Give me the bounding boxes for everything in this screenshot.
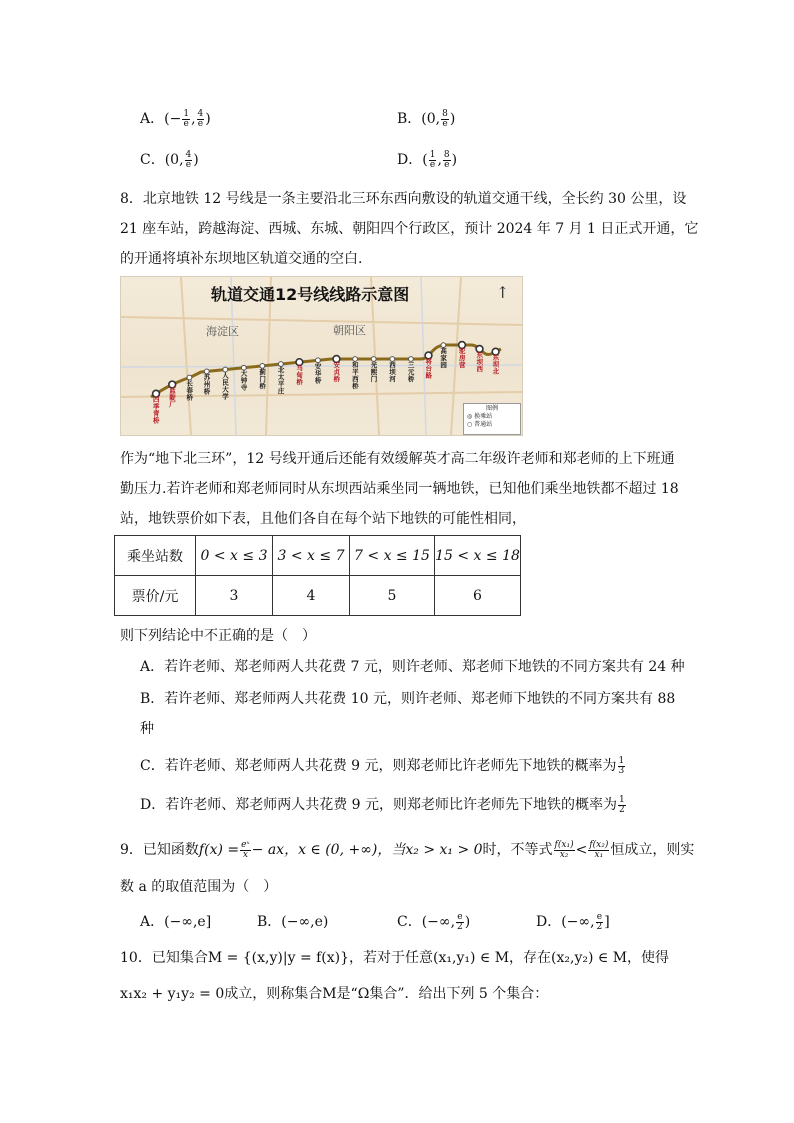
fare-table <box>114 535 521 616</box>
station-label: 驼房营 <box>458 347 466 369</box>
table-cell: 6 <box>435 576 521 616</box>
table-cell: 0 < x ≤ 3 <box>196 536 273 576</box>
station-label: 高家园 <box>440 347 447 370</box>
q8-option-c[interactable]: C．若许老师、郑老师两人共花费 9 元，则郑老师比许老师先下地铁的概率为 $\frac{1}{3}$ <box>140 755 625 776</box>
station-label: 安贞桥 <box>333 361 340 383</box>
q8-option-a[interactable]: A．若许老师、郑老师两人共花费 7 元，则许老师、郑老师下地铁的不同方案共有 24 种 <box>140 659 685 675</box>
q9-option-d[interactable]: D．(−∞, $\frac{e}{2}$ ] <box>536 911 610 932</box>
q8-option-d[interactable]: D．若许老师、郑老师两人共花费 9 元，则郑老师比许老师先下地铁的概率为 $\frac{1}{2}$ <box>140 794 625 815</box>
q9-option-a[interactable]: A．(−∞,e] <box>140 914 212 930</box>
station-label: 三元桥 <box>407 361 415 383</box>
table-cell: 7 < x ≤ 15 <box>350 536 435 576</box>
fraction: $\frac{e}{2}$ <box>596 911 603 932</box>
table-row <box>115 576 521 616</box>
fraction: $\frac{\text{f(x₁)}}{\text{x₂}}$ <box>554 839 574 860</box>
station-label: 安华桥 <box>314 362 322 385</box>
station-label: 人民大学 <box>222 371 229 401</box>
station-label: 蓟门桥 <box>259 367 266 390</box>
table-cell: 4 <box>273 576 350 616</box>
q8-after-1: 作为“地下北三环”，12 号线开通后还能有效缓解英才高二年级许老师和郑老师的上下班通 <box>120 451 675 467</box>
station-label: 将台路 <box>425 357 432 380</box>
q7-option-a[interactable]: A．(− $\frac{1}{e}$ , $\frac{4}{e}$ ) <box>140 108 211 129</box>
table-cell: 3 < x ≤ 7 <box>273 536 350 576</box>
fraction: $\frac{1}{e}$ <box>183 108 190 129</box>
station-label: 长春桥 <box>186 379 193 402</box>
map-title: 轨道交通12号线线路示意图 <box>211 285 410 304</box>
table-cell: 3 <box>196 576 273 616</box>
north-arrow-icon: ↑ <box>496 283 510 302</box>
station-label: 光熙门 <box>370 361 378 383</box>
fraction: $\frac{1}{2}$ <box>619 794 625 815</box>
q9-line-1: 9．已知函数f(x) = $\frac{\text{eˣ}}{x}$ − ax，x ∈ (0, +∞)，当x₂ > x₁ > 0时，不等式 $\frac{\text{f(x₁)}}{\text{x₂}}$ < $\frac{\text{f(x₂)}}{\text{x₁}}$ 恒成立，则实 <box>120 839 695 860</box>
q9-option-b[interactable]: B．(−∞,e) <box>257 914 329 930</box>
fraction: $\frac{8}{e}$ <box>443 149 450 170</box>
q9-option-c[interactable]: C．(−∞, $\frac{e}{2}$ ) <box>397 911 471 932</box>
q8-line-1: 8．北京地铁 12 号线是一条主要沿北三环东西向敷设的轨道交通干线，全长约 30 公里，设 <box>120 191 687 207</box>
q8-after-3: 站，地铁票价如下表，且他们各自在每个站下地铁的可能性相同， <box>120 511 526 527</box>
q8-option-b-line-2: 种 <box>140 721 154 737</box>
fraction: $\frac{4}{e}$ <box>185 149 192 170</box>
station-label: 马甸桥 <box>296 364 303 387</box>
station-label: 北太平庄 <box>277 366 285 396</box>
table-row <box>115 536 521 576</box>
q9-line-2: 数 a 的取值范围为（ ） <box>120 879 278 895</box>
q7-option-d[interactable]: D．( $\frac{1}{e}$ , $\frac{8}{e}$ ) <box>397 149 458 170</box>
subway-map <box>120 276 523 436</box>
q8-line-3: 的开通将填补东坝地区轨道交通的空白. <box>120 251 363 267</box>
q10-line-1: 10．已知集合M = {(x,y)|y = f(x)}，若对于任意(x₁,y₁) ∈ M，存在(x₂,y₂) ∈ M，使得 <box>120 950 670 966</box>
fraction: $\frac{1}{e}$ <box>429 149 436 170</box>
table-cell: 5 <box>350 576 435 616</box>
station-label: 蓝靛厂 <box>169 386 176 409</box>
district-chaoyang: 朝阳区 <box>333 324 366 337</box>
station-label: 大钟寺 <box>240 369 248 392</box>
q8-after-2: 勤压力.若许老师和郑老师同时从东坝西站乘坐同一辆地铁，已知他们乘坐地铁都不超过 18 <box>120 481 679 497</box>
station-label: 苏州桥 <box>203 373 211 396</box>
station-label: 西坝河 <box>389 361 396 383</box>
legend-transfer: ◎ 换乘站 <box>467 413 493 420</box>
q7-option-b[interactable]: B．(0, $\frac{8}{e}$ ) <box>397 108 456 129</box>
q7-option-c[interactable]: C．(0, $\frac{4}{e}$ ) <box>140 149 199 170</box>
table-cell: 15 < x ≤ 18 <box>435 536 521 576</box>
fraction: $\frac{8}{e}$ <box>442 108 448 129</box>
q8-line-2: 21 座车站，跨越海淀、西城、东城、朝阳四个行政区，预计 2024 年 7 月 1 日正式开通，它 <box>120 221 699 237</box>
fraction: $\frac{4}{e}$ <box>197 108 204 129</box>
fraction: $\frac{\text{eˣ}}{x}$ <box>241 839 250 860</box>
fraction: $\frac{\text{f(x₂)}}{\text{x₁}}$ <box>589 839 609 860</box>
station-label: 东坝西 <box>476 350 484 373</box>
table-header-price: 票价/元 <box>115 576 196 616</box>
district-haidian: 海淀区 <box>206 325 239 338</box>
legend-normal: ○ 普通站 <box>467 421 493 428</box>
map-legend <box>463 403 521 435</box>
station-label: 和平西桥 <box>352 361 359 390</box>
q10-line-2: x₁x₂ + y₁y₂ = 0成立，则称集合M是“Ω集合”．给出下列 5 个集合： <box>120 986 549 1002</box>
station-label: 东坝北 <box>492 353 500 376</box>
fraction: $\frac{e}{2}$ <box>457 911 463 932</box>
q8-question: 则下列结论中不正确的是（ ） <box>120 628 316 644</box>
fraction: $\frac{1}{3}$ <box>618 755 625 776</box>
q8-option-b-line-1[interactable]: B．若许老师、郑老师两人共花费 10 元，则许老师、郑老师下地铁的不同方案共有 88 <box>140 691 676 707</box>
table-header-stations: 乘坐站数 <box>115 536 196 576</box>
legend-title: 图例 <box>485 405 498 412</box>
station-label: 四季青桥 <box>153 395 160 425</box>
